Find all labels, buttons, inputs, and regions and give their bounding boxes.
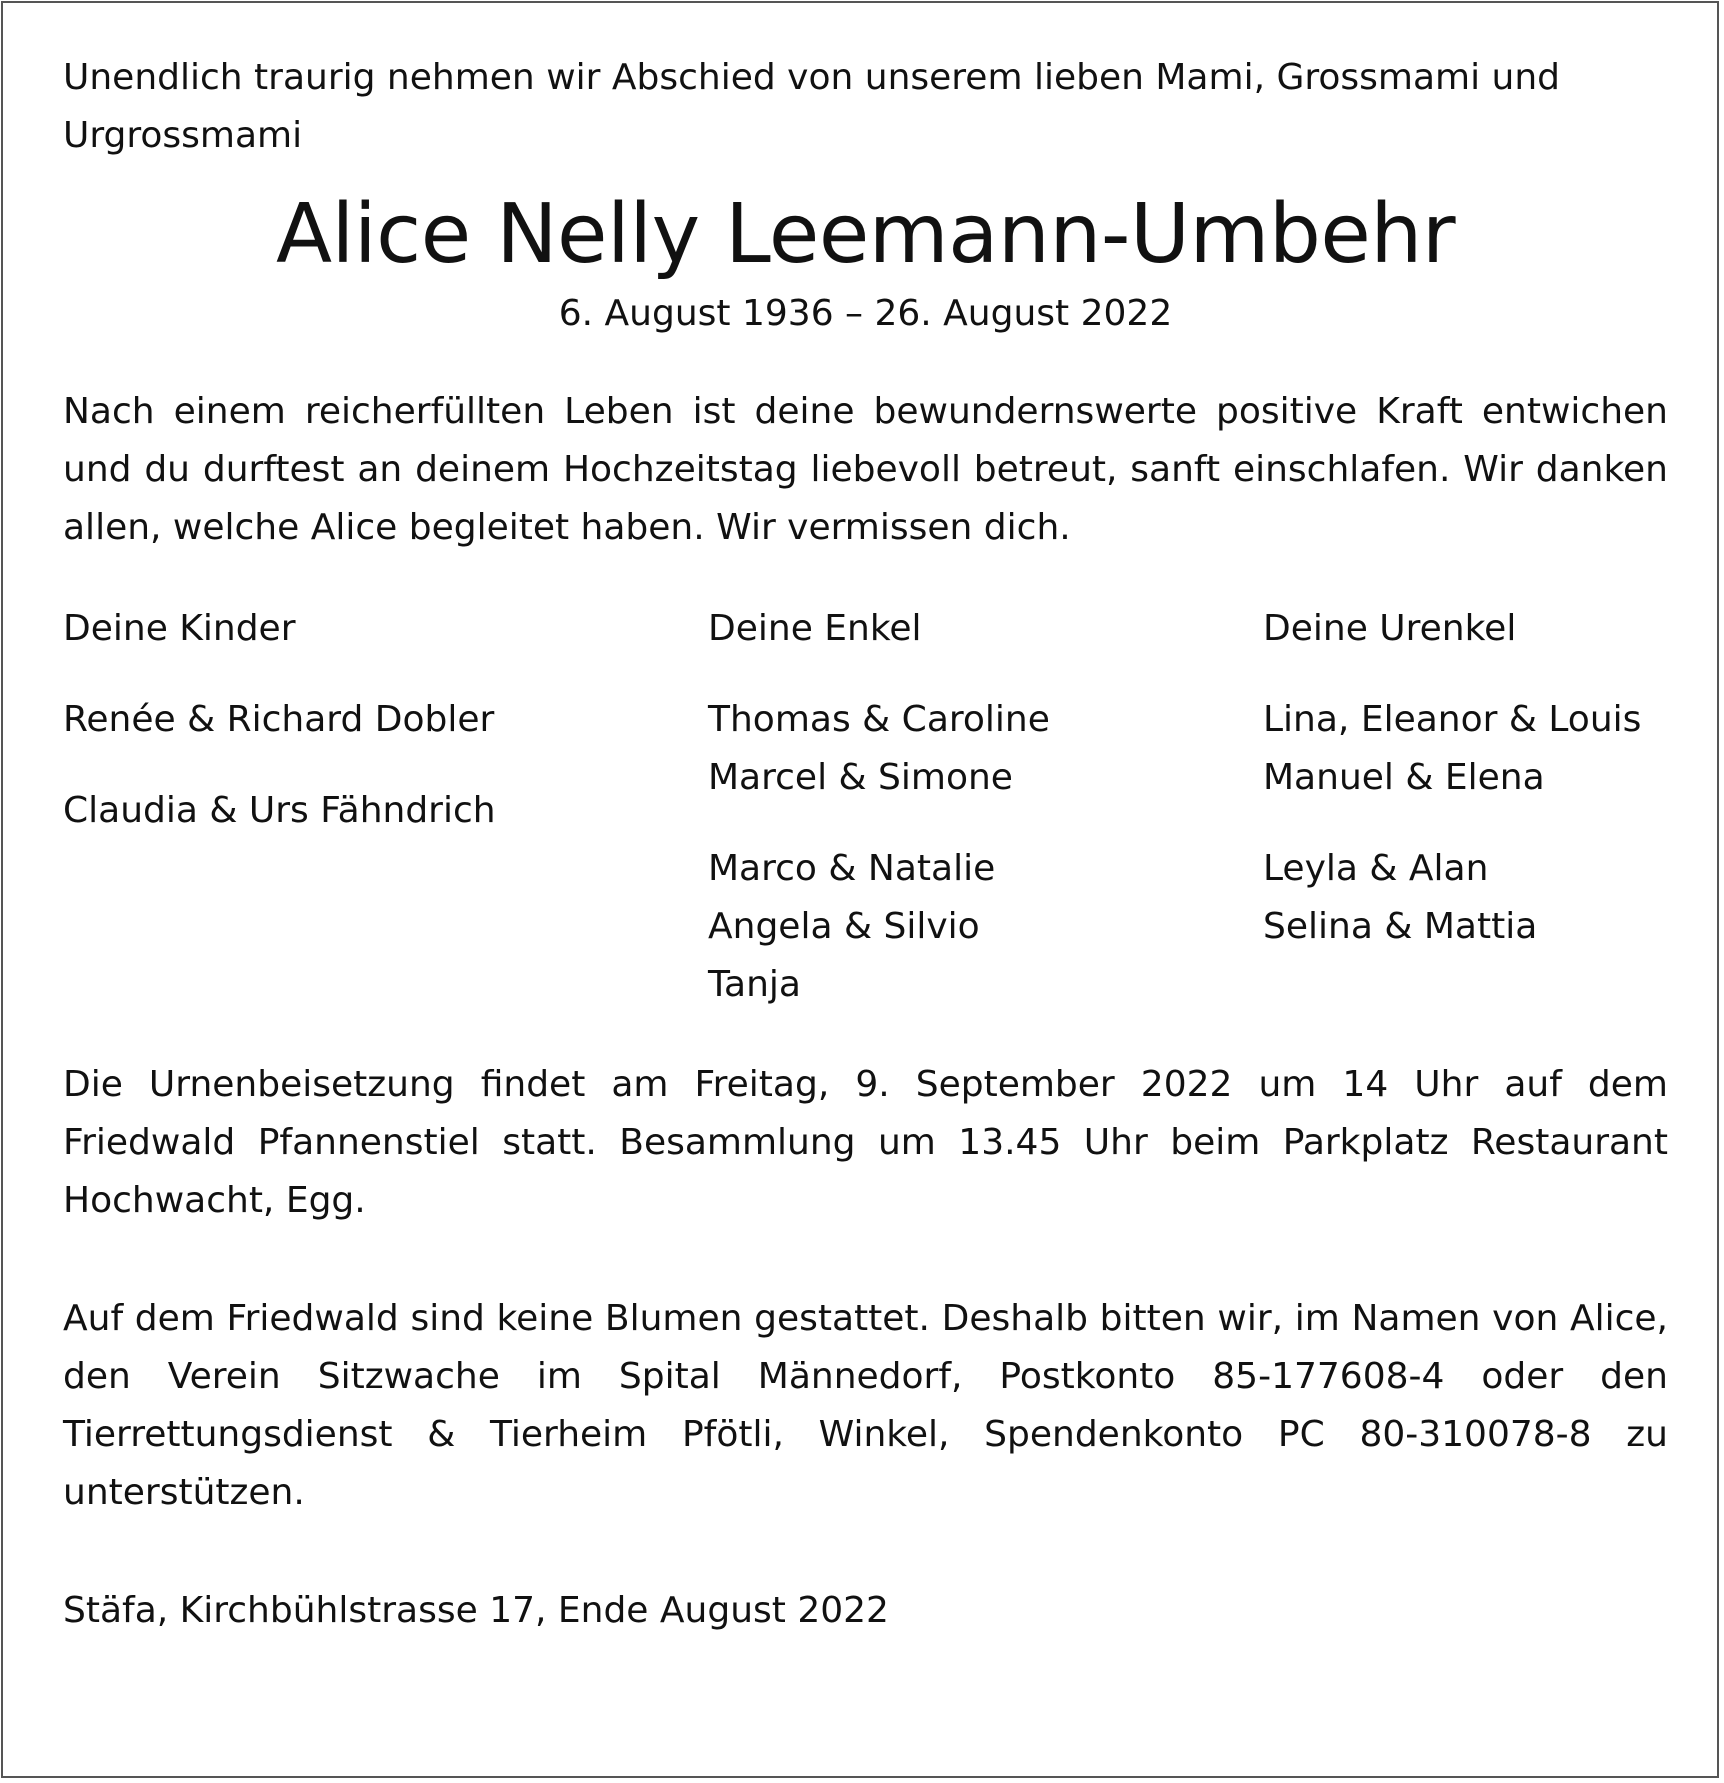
family-member: Angela & Silvio [708,906,980,947]
great-grandchildren-column [1263,600,1641,989]
family-list [63,600,1668,1015]
life-dates: 6. August 1936 – 26. August 2022 [558,293,1173,334]
intro-text: Unendlich traurig nehmen wir Abschied von unserem lieben Mami, Grossmami und Urgrossmami [63,57,1561,156]
burial-text: Die Urnenbeisetzung findet am Freitag, 9. September 2022 um 14 Uhr auf dem Friedwald Pfannenstiel statt. Besammlung um 13.45 Uhr beim Parkplatz Restaurant Hochwacht, Egg. [63,1064,1668,1221]
children-heading: Deine Kinder [63,608,296,649]
grandchildren-column [708,600,1050,1047]
family-member: Lina, Eleanor & Louis [1263,699,1642,740]
message-text: Nach einem reicherfüllten Leben ist deine bewundernswerte positive Kraft entwichen und du durftest an deinem Hochzeitstag liebevoll betreut, sanft einschlafen. Wir danken allen, welche Alice begleitet haben. Wir vermissen dich. [63,391,1668,548]
grandchildren-group-2 [708,840,1050,1014]
great-grandchildren-group-2 [1263,840,1641,956]
family-member: Tanja [708,964,801,1005]
grandchildren-heading: Deine Enkel [708,608,922,649]
closing-address: Stäfa, Kirchbühlstrasse 17, Ende August 2022 [63,1590,889,1631]
obituary-content [63,49,1668,1640]
children-group-2 [63,782,496,840]
children-group-1 [63,691,496,749]
family-member: Leyla & Alan [1263,848,1489,889]
family-member: Thomas & Caroline [708,699,1050,740]
great-grandchildren-heading: Deine Urenkel [1263,608,1517,649]
obituary-frame [1,1,1719,1778]
family-member: Manuel & Elena [1263,757,1545,798]
family-member: Marcel & Simone [708,757,1013,798]
children-column [63,600,496,873]
grandchildren-group-1 [708,691,1050,807]
family-member: Renée & Richard Dobler [63,699,495,740]
deceased-name: Alice Nelly Leemann-Umbehr [275,187,1456,282]
great-grandchildren-group-1 [1263,691,1641,807]
family-member: Claudia & Urs Fähndrich [63,790,496,831]
family-member: Selina & Mattia [1263,906,1538,947]
donations-text: Auf dem Friedwald sind keine Blumen gestattet. Deshalb bitten wir, im Namen von Alice, den Verein Sitzwache im Spital Männedorf, Postkonto 85-177608-4 oder den Tierrettungsdienst & Tierheim Pfötli, Winkel, Spendenkonto PC 80-310078-8 zu unterstützen. [63,1298,1668,1513]
family-member: Marco & Natalie [708,848,996,889]
